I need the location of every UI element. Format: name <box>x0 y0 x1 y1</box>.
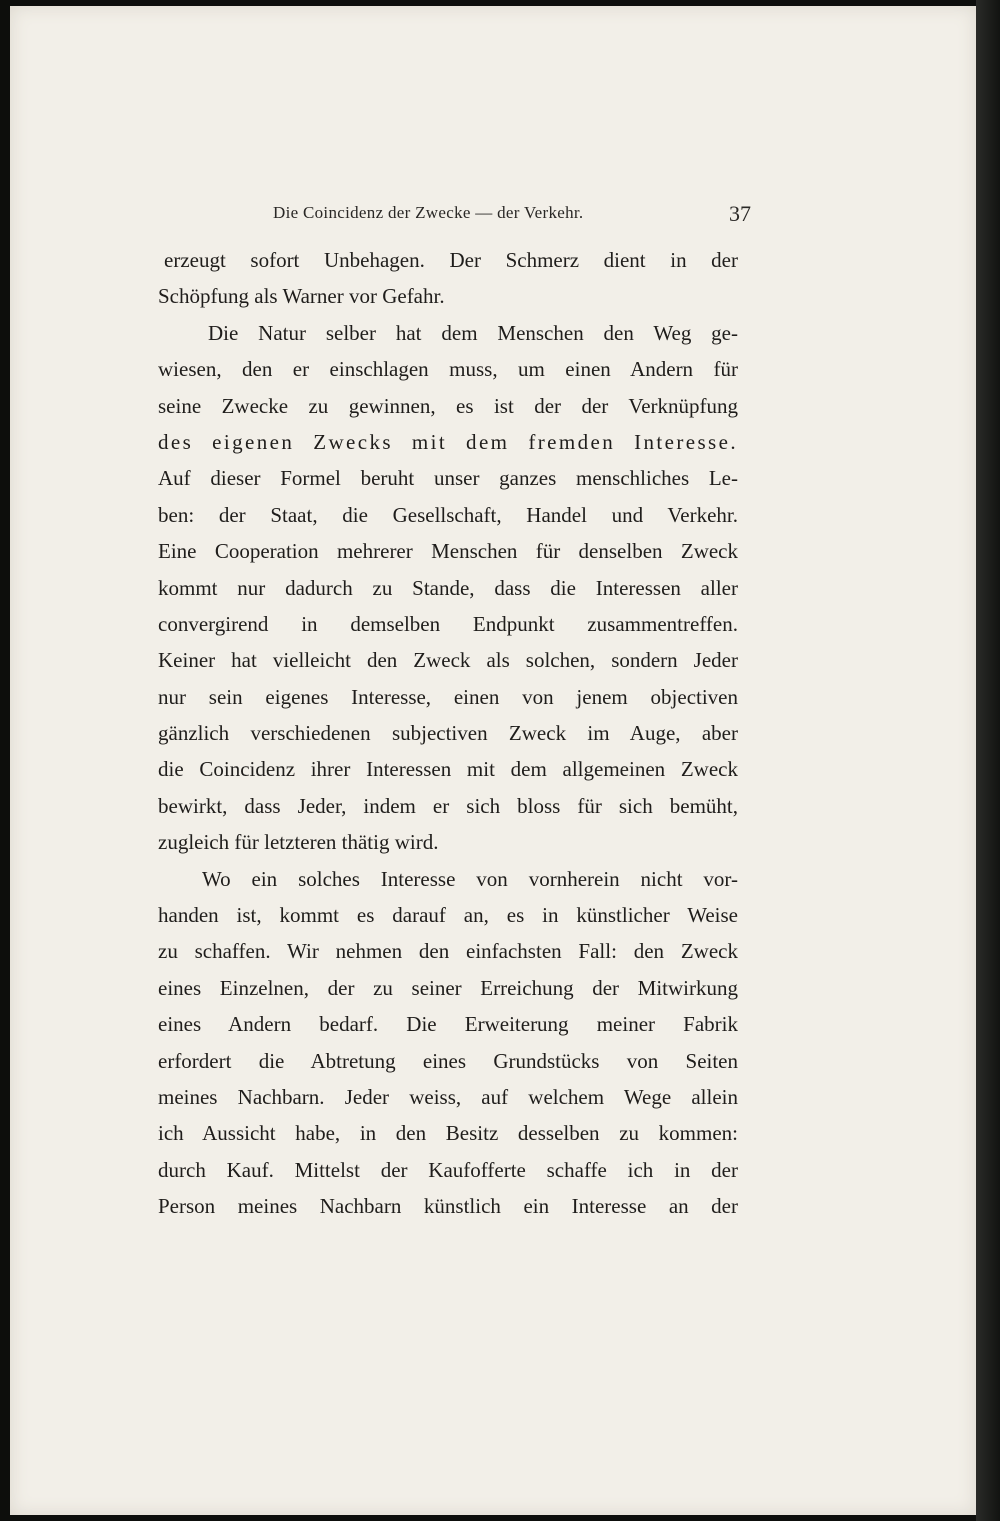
text-line: bewirkt, dass Jeder, indem er sich bloss für sich bemüht, <box>158 793 738 818</box>
text-line: nur sein eigenes Interesse, einen von jenem objectiven <box>158 684 738 709</box>
text-line: Auf dieser Formel beruht unser ganzes menschliches Le- <box>158 466 738 491</box>
text-line: gänzlich verschiedenen subjectiven Zweck im Auge, aber <box>158 721 738 746</box>
scan-background-edge <box>976 0 1000 1521</box>
text-line: wiesen, den er einschlagen muss, um einen Andern für <box>158 357 738 382</box>
text-line: des eigenen Zwecks mit dem fremden Interesse. <box>158 429 738 454</box>
text-line: ich Aussicht habe, in den Besitz desselben zu kommen: <box>158 1121 738 1146</box>
text-line: ben: der Staat, die Gesellschaft, Handel und Verkehr. <box>158 502 738 527</box>
text-line: Keiner hat vielleicht den Zweck als solchen, sondern Jeder <box>158 648 738 673</box>
text-line: zugleich für letzteren thätig wird. <box>158 830 439 855</box>
text-line: eines Einzelnen, der zu seiner Erreichung der Mitwirkung <box>158 975 738 1000</box>
text-line: eines Andern bedarf. Die Erweiterung meiner Fabrik <box>158 1012 738 1037</box>
body-text <box>158 242 738 1225</box>
page-header <box>273 203 751 231</box>
text-line: Die Natur selber hat dem Menschen den Weg ge- <box>208 320 738 345</box>
text-line: zu schaffen. Wir nehmen den einfachsten Fall: den Zweck <box>158 939 738 964</box>
page-number: 37 <box>729 201 751 226</box>
text-line: seine Zwecke zu gewinnen, es ist der der Verknüpfung <box>158 393 738 418</box>
text-line: convergirend in demselben Endpunkt zusammentreffen. <box>158 611 738 636</box>
text-line: erfordert die Abtretung eines Grundstücks von Seiten <box>158 1048 738 1073</box>
text-line: kommt nur dadurch zu Stande, dass die Interessen aller <box>158 575 738 600</box>
text-line: meines Nachbarn. Jeder weiss, auf welchem Wege allein <box>158 1084 738 1109</box>
text-line: handen ist, kommt es darauf an, es in künstlicher Weise <box>158 903 738 928</box>
text-line: Wo ein solches Interesse von vornherein nicht vor- <box>202 866 738 891</box>
text-line: Schöpfung als Warner vor Gefahr. <box>158 284 445 309</box>
text-line: die Coincidenz ihrer Interessen mit dem allgemeinen Zweck <box>158 757 738 782</box>
text-line: Eine Cooperation mehrerer Menschen für denselben Zweck <box>158 539 738 564</box>
running-title: Die Coincidenz der Zwecke — der Verkehr. <box>273 203 584 222</box>
text-line: Person meines Nachbarn künstlich ein Interesse an der <box>158 1194 738 1219</box>
text-line: erzeugt sofort Unbehagen. Der Schmerz dient in der <box>164 248 738 272</box>
text-line: durch Kauf. Mittelst der Kaufofferte schaffe ich in der <box>158 1157 738 1182</box>
